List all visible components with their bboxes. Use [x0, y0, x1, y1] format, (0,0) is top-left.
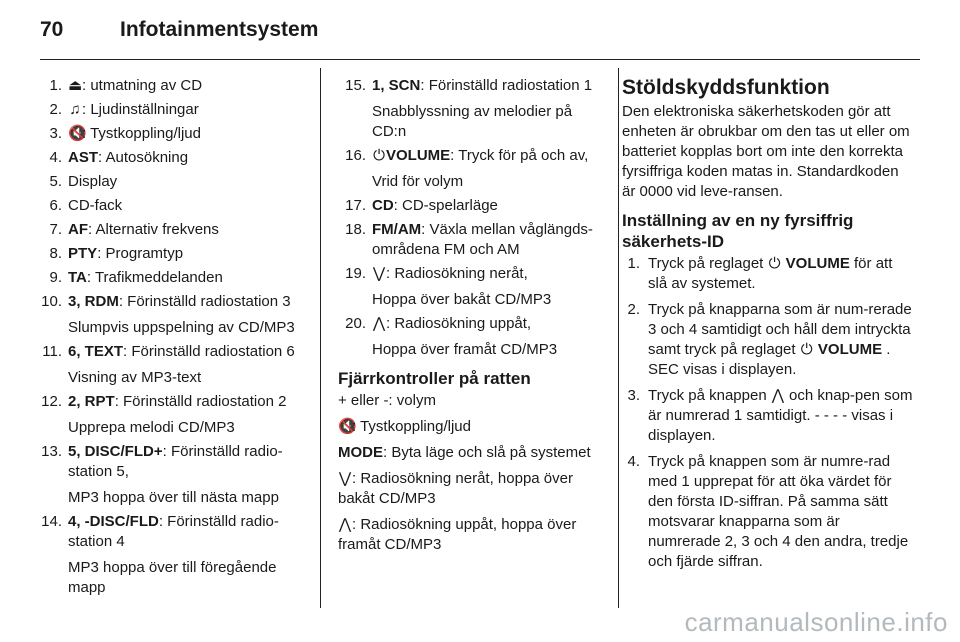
list-item	[34, 292, 310, 338]
control-icon: ⋁	[338, 470, 352, 487]
control-key: 3, RDM	[68, 293, 119, 310]
item-description: : Växla mellan våglängds-områdena FM och AM	[372, 221, 593, 258]
control-key: AF	[68, 221, 88, 238]
item-text	[68, 442, 310, 482]
item-description: : Radiosökning uppåt,	[386, 315, 532, 332]
item-number: 4.	[49, 149, 62, 166]
item-description: : Förinställd radio-station 4	[68, 513, 279, 550]
list-item	[34, 196, 310, 216]
control-key: FM/AM	[372, 221, 422, 238]
step-number: 1.	[627, 255, 640, 272]
remote-description: : Tystkoppling/ljud	[352, 418, 471, 435]
item-number: 17.	[345, 197, 366, 214]
column-divider	[320, 68, 321, 608]
item-number: 2.	[49, 101, 62, 118]
step-number: 2.	[627, 301, 640, 318]
step-text	[648, 254, 914, 294]
list-item	[34, 100, 310, 120]
item-text	[372, 196, 608, 216]
remote-control-line	[338, 417, 608, 437]
remote-control-line	[338, 443, 608, 463]
item-text	[68, 342, 310, 362]
step-text	[648, 300, 914, 380]
item-text	[372, 314, 608, 334]
step-item	[622, 452, 914, 572]
item-text	[68, 512, 310, 552]
item-number: 14.	[41, 513, 62, 530]
item-description: : Förinställd radio-station 5,	[68, 443, 283, 480]
list-item	[34, 220, 310, 240]
list-item	[338, 196, 608, 216]
step-post: . SEC visas i displayen.	[648, 341, 891, 378]
item-number: 3.	[49, 125, 62, 142]
list-item	[338, 264, 608, 310]
item-subtext: Visning av MP3-text	[68, 369, 202, 386]
list-item	[34, 342, 310, 388]
control-icon: ⏏	[68, 77, 83, 94]
step-post: för att slå av systemet.	[648, 255, 893, 292]
item-text	[68, 196, 310, 216]
item-subtext: Hoppa över bakåt CD/MP3	[372, 291, 552, 308]
item-text	[68, 76, 310, 96]
item-description: : Förinställd radiostation 6	[123, 343, 295, 360]
item-number: 15.	[345, 77, 366, 94]
item-subtext: Upprepa melodi CD/MP3	[68, 419, 235, 436]
header-rule	[40, 59, 920, 60]
list-item	[34, 244, 310, 264]
control-icon: ⋀	[338, 516, 352, 533]
item-description: : Tryck för på och av,	[450, 147, 589, 164]
item-text	[68, 268, 310, 288]
control-icon: ⋁	[372, 265, 386, 282]
list-item	[338, 76, 608, 142]
control-icon: ⏻	[768, 255, 781, 272]
control-key: 5, DISC/FLD+	[68, 443, 163, 460]
item-number: 6.	[49, 197, 62, 214]
control-key: 4, -DISC/FLD	[68, 513, 159, 530]
item-subtext: MP3 hoppa över till nästa mapp	[68, 489, 279, 506]
item-description: : Ljudinställningar	[82, 101, 199, 118]
remote-description: : Byta läge och slå på systemet	[383, 444, 591, 461]
step-text	[648, 452, 914, 572]
control-key: 2, RPT	[68, 393, 115, 410]
list-item	[34, 392, 310, 438]
control-key: TA	[68, 269, 87, 286]
theft-protection-heading: Stöldskyddsfunktion	[622, 76, 830, 99]
item-description: CD-fack	[68, 197, 123, 214]
item-text	[68, 172, 310, 192]
list-item	[338, 220, 608, 260]
list-item	[34, 148, 310, 168]
item-text	[68, 148, 310, 168]
item-description: : Tystkoppling/ljud	[82, 125, 201, 142]
item-text	[68, 392, 310, 412]
column-divider	[618, 68, 619, 608]
item-number: 10.	[41, 293, 62, 310]
control-key: 1, SCN	[372, 77, 421, 94]
step-pre: Tryck på knapparna som är num-rerade 3 och 4 samtidigt och håll dem intryckta samt tryck på reglaget	[648, 301, 912, 358]
step-item	[622, 386, 914, 446]
step-number: 3.	[627, 387, 640, 404]
remote-description: : Radiosökning neråt, hoppa över bakåt CD/MP3	[338, 470, 573, 507]
control-icon: ⏻	[373, 147, 385, 164]
list-item	[338, 146, 608, 192]
item-text	[372, 76, 608, 96]
control-icon: ⋀	[771, 387, 785, 404]
item-number: 5.	[49, 173, 62, 190]
item-text	[68, 292, 310, 312]
list-item	[34, 172, 310, 192]
control-key: MODE	[338, 444, 383, 461]
item-subtext: Vrid för volym	[372, 173, 464, 190]
remote-control-line	[338, 469, 608, 509]
step-text	[648, 386, 914, 446]
list-item	[34, 268, 310, 288]
control-key: AST	[68, 149, 98, 166]
control-key: 6, TEXT	[68, 343, 124, 360]
page-title: Infotainmentsystem	[120, 18, 319, 41]
item-number: 13.	[41, 443, 62, 460]
item-description: : Förinställd radiostation 2	[114, 393, 287, 410]
item-description: : CD-spelarläge	[393, 197, 498, 214]
step-pre: Tryck på reglaget	[648, 255, 764, 272]
item-description: : Radiosökning neråt,	[386, 265, 528, 282]
list-item	[34, 124, 310, 144]
control-icon: 🔇	[338, 418, 357, 435]
item-number: 1.	[49, 77, 62, 94]
item-description: : Trafikmeddelanden	[86, 269, 223, 286]
item-description: : Förinställd radiostation 1	[420, 77, 593, 94]
item-number: 8.	[49, 245, 62, 262]
item-subtext: MP3 hoppa över till föregående mapp	[68, 559, 277, 596]
item-description: : Programtyp	[97, 245, 184, 262]
new-code-heading: Inställning av en ny fyrsiffrig säkerhets-ID	[622, 211, 854, 251]
item-subtext: Slumpvis uppspelning av CD/MP3	[68, 319, 295, 336]
item-number: 20.	[345, 315, 366, 332]
control-list-column-1	[34, 76, 310, 602]
control-icon: 🔇	[68, 125, 87, 142]
item-text	[68, 100, 310, 120]
step-number: 4.	[627, 453, 640, 470]
item-description: : utmatning av CD	[82, 77, 203, 94]
watermark: carmanualsonline.info	[684, 607, 948, 637]
item-description: : Alternativ frekvens	[88, 221, 219, 238]
step-pre: Tryck på knappen som är numre-rad med 1 upprepat för att öka värdet för den första ID-siffran. På samma sätt motsvarar knapparna som är numrerade 2, 3 och 4 den andra, tredje och fjärde siffran.	[648, 453, 909, 570]
item-subtext: Hoppa över framåt CD/MP3	[372, 341, 558, 358]
remote-control-line	[338, 391, 608, 411]
item-number: 18.	[345, 221, 366, 238]
item-subtext: Snabblyssning av melodier på CD:n	[372, 103, 573, 140]
control-key: VOLUME	[817, 341, 883, 358]
item-text	[68, 244, 310, 264]
control-icon: ♫	[69, 101, 81, 118]
item-number: 16.	[345, 147, 366, 164]
item-text	[372, 264, 608, 284]
item-description: : Förinställd radiostation 3	[118, 293, 291, 310]
item-number: 11.	[42, 343, 62, 360]
item-number: 9.	[49, 269, 62, 286]
item-number: 7.	[49, 221, 62, 238]
item-number: 19.	[345, 265, 366, 282]
control-icon: ⏻	[800, 341, 813, 358]
list-item	[338, 314, 608, 360]
list-item	[34, 76, 310, 96]
item-description: : Autosökning	[98, 149, 189, 166]
theft-protection-column	[622, 76, 914, 578]
item-text	[372, 146, 608, 166]
step-item	[622, 300, 914, 380]
item-text	[68, 124, 310, 144]
item-text	[372, 220, 608, 260]
item-number: 12.	[41, 393, 62, 410]
step-post: och knap-pen som är numrerad 1 samtidigt. - - - - visas i displayen.	[648, 387, 913, 444]
list-item	[34, 442, 310, 508]
remote-control-line	[338, 515, 608, 555]
item-text	[68, 220, 310, 240]
theft-protection-intro: Den elektroniska säkerhetskoden gör att enheten är obrukbar om den tas ut eller om batteriet kopplas bort om inte den korrekta fyrsiffriga koden matas in. Standardkoden är 0000 vid leve-ransen.	[622, 103, 910, 200]
control-key: CD	[372, 197, 394, 214]
control-icon: ⋀	[372, 315, 386, 332]
remote-controls-heading: Fjärrkontroller på ratten	[338, 369, 531, 388]
page-number: 70	[40, 18, 64, 41]
control-key: VOLUME	[386, 147, 451, 164]
list-item	[34, 512, 310, 598]
control-key: PTY	[68, 245, 98, 262]
control-key: VOLUME	[785, 255, 850, 272]
step-pre: Tryck på knappen	[648, 387, 767, 404]
remote-description: : Radiosökning uppåt, hoppa över framåt CD/MP3	[338, 516, 577, 553]
step-item	[622, 254, 914, 294]
remote-description: + eller -: volym	[338, 392, 436, 409]
control-list-column-2	[338, 76, 608, 561]
item-description: Display	[68, 173, 118, 190]
